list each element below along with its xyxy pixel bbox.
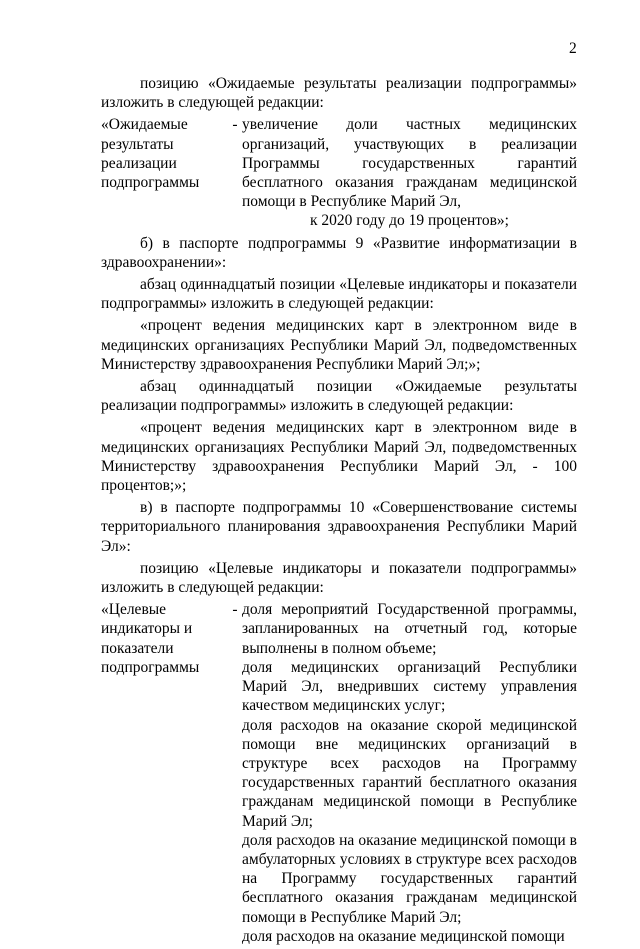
table-label: «Целевые индикаторы и показатели подпрограммы [101, 601, 200, 676]
paragraph: в) в паспорте подпрограммы 10 «Совершенствование системы территориального планирования здравоохранения Республики Марий Эл»: [101, 499, 577, 555]
target-indicators-table [101, 600, 577, 946]
table-label: «Ожидаемые результаты реализации подпрограммы [101, 116, 200, 192]
paragraph: абзац одиннадцатый позиции «Ожидаемые результаты реализации подпрограммы» изложить в следующей редакции: [101, 378, 577, 415]
table-value-text: увеличение доли частных медицинских организаций, участвующих в реализации Программы государственных гарантий бесплатного оказания гражданам медицинской помощи в Республике Марий Эл, [242, 116, 577, 211]
paragraph: позицию «Ожидаемые результаты реализации подпрограммы» изложить в следующей редакции: [101, 75, 577, 112]
table-item: доля медицинских организаций Республики Марий Эл, внедривших систему управления качеством медицинских услуг; [242, 658, 577, 715]
page-number: 2 [569, 40, 577, 57]
table-dash: - [232, 601, 238, 619]
table-item: доля расходов на оказание скорой медицинской помощи вне медицинских организаций в структуре всех расходов на Программу государственных гарантий бесплатного оказания гражданам медицинской помощи в Республике Марий Эл; [242, 716, 577, 830]
paragraph: «процент ведения медицинских карт в электронном виде в медицинских организациях Республики Марий Эл, подведомственных Министерству здравоохранения Республики Марий Эл;»; [101, 317, 577, 373]
paragraph: абзац одиннадцатый позиции «Целевые индикаторы и показатели подпрограммы» изложить в следующей редакции: [101, 276, 577, 313]
table-value [242, 600, 577, 946]
expected-results-table [101, 115, 577, 230]
paragraph: б) в паспорте подпрограммы 9 «Развитие информатизации в здравоохранении»: [101, 234, 577, 271]
document-body [101, 74, 577, 949]
table-value-end: к 2020 году до 19 процентов»; [310, 212, 509, 230]
table-item: доля расходов на оказание медицинской помощи [242, 927, 565, 945]
table-value [242, 115, 577, 230]
paragraph: «процент ведения медицинских карт в электронном виде в медицинских организациях Республики Марий Эл, подведомственных Министерству здравоохранения Республики Марий Эл, - 100 процентов;»; [101, 419, 577, 495]
table-dash: - [232, 116, 238, 134]
table-item: доля расходов на оказание медицинской помощи в амбулаторных условиях в структуре всех расходов на Программу государственных гарантий бесплатного оказания гражданам медицинской помощи в Республике Марий Эл; [242, 831, 577, 926]
paragraph: позицию «Целевые индикаторы и показатели подпрограммы» изложить в следующей редакции: [101, 559, 577, 597]
table-item: доля мероприятий Государственной программы, запланированных на отчетный год, которые выполнены в полном объеме; [242, 601, 577, 657]
